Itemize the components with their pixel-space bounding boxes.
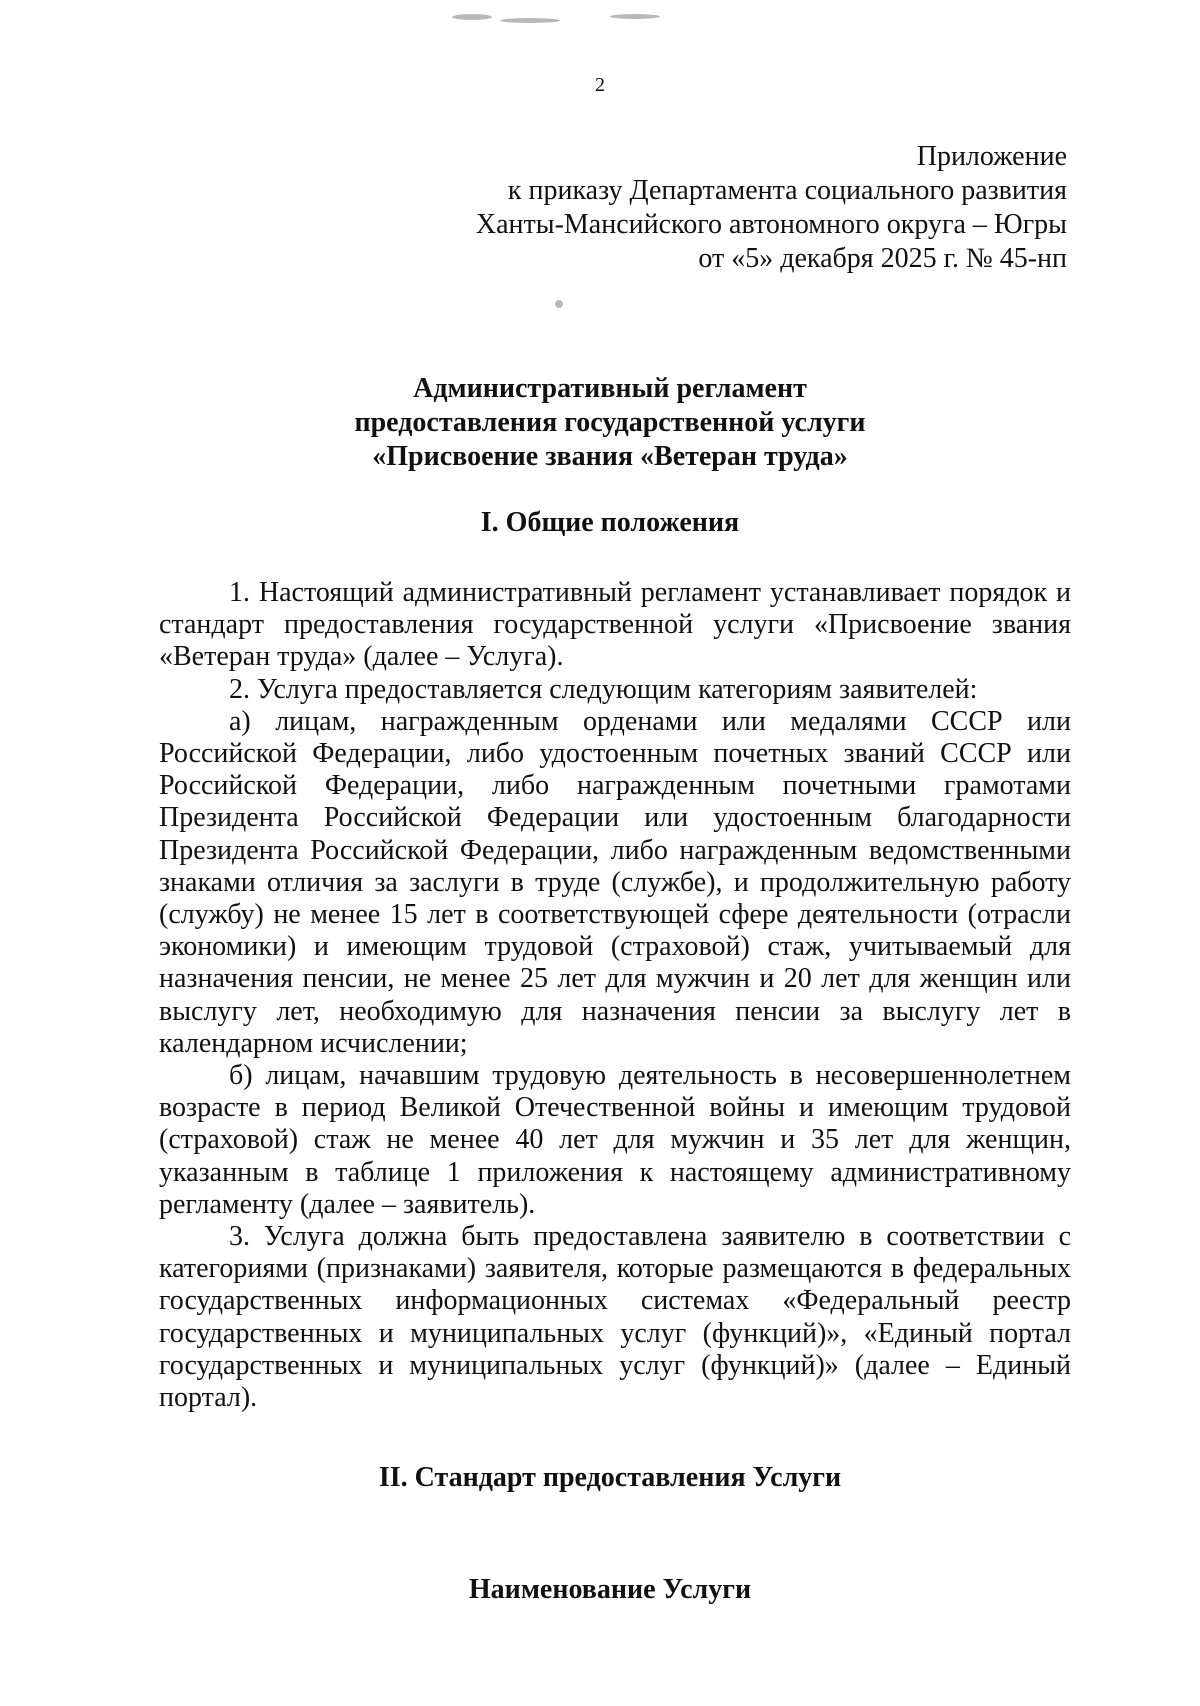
scan-speck (500, 18, 560, 23)
section-heading: I. Общие положения (480, 507, 740, 538)
scan-speck (610, 14, 660, 19)
paragraph: а) лицам, награжденным орденами или медалями СССР или Российской Федерации, либо удостоенным почетных званий СССР или Российской Федерации, либо награжденным почетными грамотами Президента Российской Федерации или удостоенным благодарности Президента Российской Федерации, либо награжденным ведомственными знаками отличия за заслуги в труде (службе), и продолжительную работу (службу) не менее 15 лет в соответствующей сфере деятельности (отрасли экономики) и имеющим трудовой (страховой) стаж, учитываемый для назначения пенсии, не менее 25 лет для мужчин и 20 лет для женщин или выслугу лет, необходимую для назначения пенсии за выслугу лет в календарном исчислении; (159, 705, 1071, 1059)
title-line: «Присвоение звания «Ветеран труда» (372, 441, 848, 472)
paragraph: 2. Услуга предоставляется следующим категориям заявителей: (229, 673, 978, 705)
paragraph: б) лицам, начавшим трудовую деятельность в несовершеннолетнем возрасте в период Великой Отечественной войны и имеющим трудовой (страховой) стаж не менее 40 лет для мужчин и 35 лет для женщин, указанным в таблице 1 приложения к настоящему административному регламенту (далее – заявитель). (159, 1060, 1071, 1220)
title-line: Административный регламент (413, 373, 807, 404)
appendix-line: к приказу Департамента социального развития (507, 175, 1067, 206)
page-number: 2 (595, 74, 605, 96)
document-title (0, 372, 1200, 474)
section-heading: II. Стандарт предоставления Услуги (378, 1462, 842, 1493)
subsection-heading: Наименование Услуги (468, 1574, 752, 1605)
paragraph: 1. Настоящий административный регламент устанавливает порядок и стандарт предоставления государственной услуги «Присвоение звания «Ветеран труда» (далее – Услуга). (159, 577, 1071, 673)
scan-speck (452, 14, 492, 20)
appendix-reference (367, 140, 1067, 276)
appendix-line: от «5» декабря 2025 г. № 45-нп (698, 243, 1067, 274)
appendix-line: Приложение (916, 141, 1067, 172)
section-body (159, 577, 1071, 1414)
paragraph: 3. Услуга должна быть предоставлена заявителю в соответствии с категориями (признаками) заявителя, которые размещаются в федеральных государственных информационных системах «Федеральный реестр государственных и муниципальных услуг (функций)», «Единый портал государственных и муниципальных услуг (функций)» (далее – Единый портал). (159, 1221, 1071, 1414)
scan-speck (555, 300, 563, 308)
appendix-line: Ханты-Мансийского автономного округа – Югры (475, 209, 1067, 240)
title-line: предоставления государственной услуги (354, 407, 866, 438)
